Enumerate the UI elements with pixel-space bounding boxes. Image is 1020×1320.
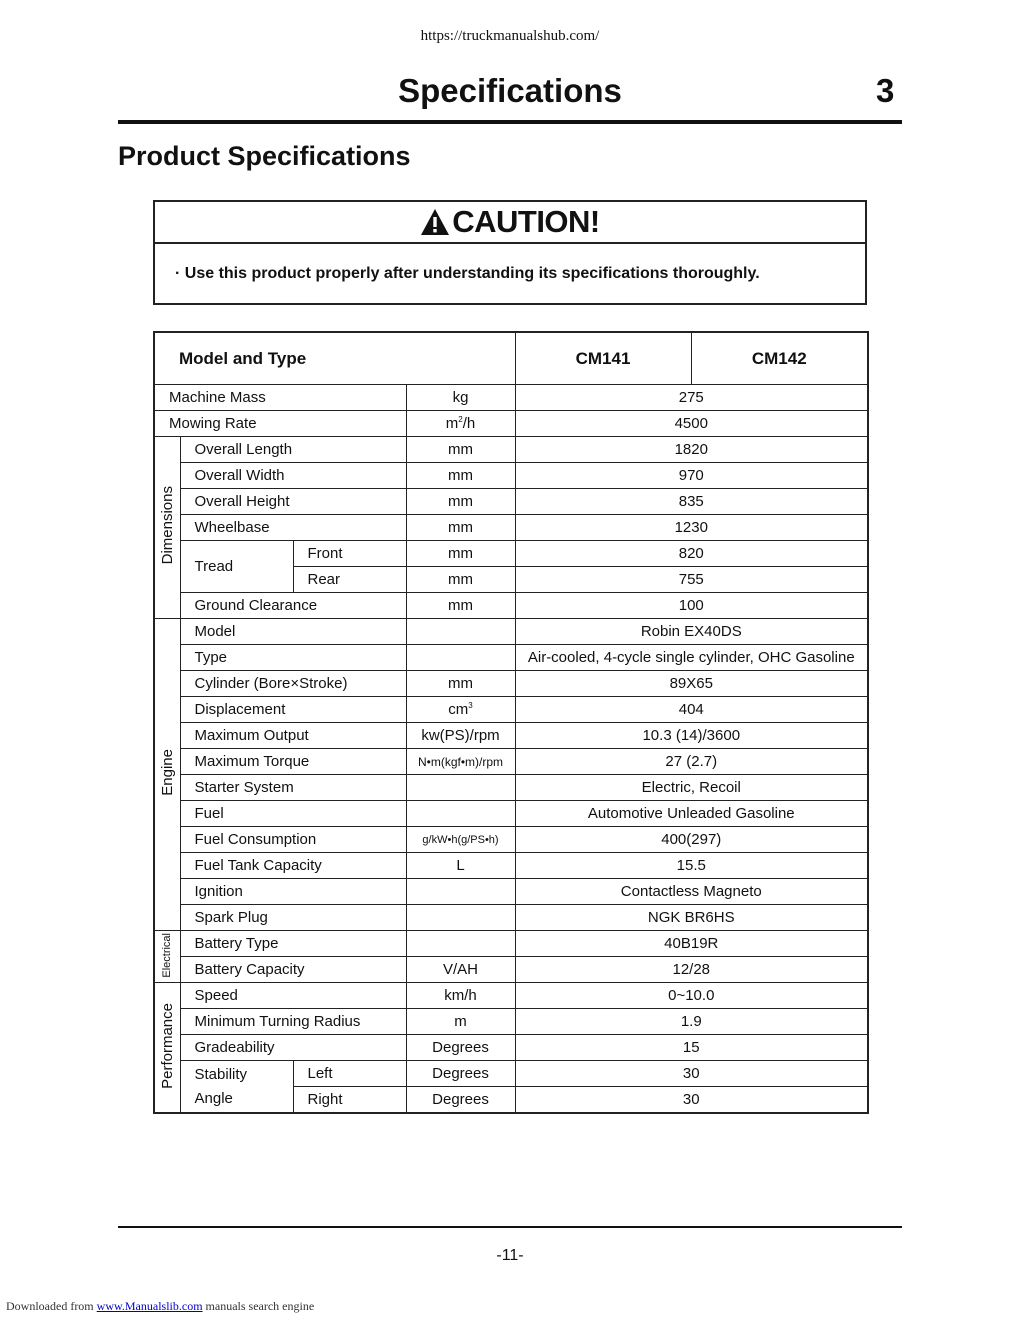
- table-row: [154, 957, 868, 983]
- row-label: Minimum Turning Radius: [180, 1009, 406, 1035]
- table-row: [154, 1035, 868, 1061]
- row-value: Robin EX40DS: [515, 619, 868, 645]
- row-unit: [406, 931, 515, 957]
- row-unit: g/kW•h(g/PS•h): [406, 827, 515, 853]
- table-row: [154, 619, 868, 645]
- row-unit: mm: [406, 437, 515, 463]
- source-url: https://truckmanualshub.com/: [420, 28, 600, 44]
- row-label: Starter System: [180, 775, 406, 801]
- row-sublabel: Rear: [293, 567, 406, 593]
- row-label: Gradeability: [180, 1035, 406, 1061]
- row-value: 15.5: [515, 853, 868, 879]
- caution-text: · Use this product properly after understanding its specifications thoroughly.: [175, 265, 760, 282]
- row-unit: mm: [406, 541, 515, 567]
- manualslib-link[interactable]: www.Manualslib.com: [96, 1299, 203, 1313]
- row-label: Model: [180, 619, 406, 645]
- caution-box: [153, 200, 867, 305]
- caution-heading-text: CAUTION!: [452, 204, 600, 239]
- row-unit: mm: [406, 489, 515, 515]
- row-label: Mowing Rate: [154, 411, 406, 437]
- row-label: Displacement: [180, 697, 406, 723]
- table-row: [154, 385, 868, 411]
- table-row: [154, 489, 868, 515]
- table-row: [154, 1009, 868, 1035]
- warning-triangle-icon: [420, 208, 450, 236]
- row-value: Electric, Recoil: [515, 775, 868, 801]
- group-label-engine: Engine: [154, 619, 180, 931]
- row-value: 30: [515, 1087, 868, 1114]
- row-value: 27 (2.7): [515, 749, 868, 775]
- row-label: Spark Plug: [180, 905, 406, 931]
- table-row: [154, 593, 868, 619]
- row-label: Wheelbase: [180, 515, 406, 541]
- row-value: 820: [515, 541, 868, 567]
- row-value: 89X65: [515, 671, 868, 697]
- download-notice: Downloaded from www.Manualslib.com manuals search engine: [6, 1299, 315, 1313]
- row-unit: mm: [406, 671, 515, 697]
- row-unit: [406, 775, 515, 801]
- table-row: [154, 515, 868, 541]
- header-divider: [118, 120, 902, 124]
- header-model-cm142: CM142: [691, 332, 868, 385]
- chapter-number: 3: [876, 72, 895, 109]
- row-label: Stability Angle: [180, 1061, 293, 1114]
- row-label: Ground Clearance: [180, 593, 406, 619]
- table-row: [154, 437, 868, 463]
- table-row: [154, 645, 868, 671]
- row-value: 835: [515, 489, 868, 515]
- row-value: 404: [515, 697, 868, 723]
- row-value: 15: [515, 1035, 868, 1061]
- table-row: [154, 827, 868, 853]
- row-unit: km/h: [406, 983, 515, 1009]
- row-unit: [406, 905, 515, 931]
- row-label: Overall Width: [180, 463, 406, 489]
- row-value: 0~10.0: [515, 983, 868, 1009]
- row-label: Tread: [180, 541, 293, 593]
- row-value: Contactless Magneto: [515, 879, 868, 905]
- page-number: -11-: [496, 1247, 524, 1264]
- row-value: 100: [515, 593, 868, 619]
- row-unit: mm: [406, 567, 515, 593]
- row-label: Battery Type: [180, 931, 406, 957]
- table-row: [154, 775, 868, 801]
- row-value: NGK BR6HS: [515, 905, 868, 931]
- table-row: [154, 697, 868, 723]
- specifications-table: [153, 331, 869, 1114]
- row-label: Fuel Tank Capacity: [180, 853, 406, 879]
- row-value: 970: [515, 463, 868, 489]
- table-row: [154, 853, 868, 879]
- table-row: [154, 671, 868, 697]
- row-label: Speed: [180, 983, 406, 1009]
- table-row: [154, 983, 868, 1009]
- table-row: [154, 905, 868, 931]
- table-header-row: [154, 332, 868, 385]
- footer-divider: [118, 1226, 902, 1228]
- row-sublabel: Front: [293, 541, 406, 567]
- row-unit: mm: [406, 463, 515, 489]
- row-value: 755: [515, 567, 868, 593]
- row-label: Fuel: [180, 801, 406, 827]
- caution-heading: [155, 202, 865, 244]
- row-unit: Degrees: [406, 1087, 515, 1114]
- row-unit: Degrees: [406, 1035, 515, 1061]
- row-label: Fuel Consumption: [180, 827, 406, 853]
- table-row: [154, 541, 868, 567]
- row-label: Overall Height: [180, 489, 406, 515]
- table-row: [154, 1061, 868, 1087]
- row-label: Machine Mass: [154, 385, 406, 411]
- row-value: 1230: [515, 515, 868, 541]
- table-row: [154, 749, 868, 775]
- table-row: [154, 931, 868, 957]
- row-unit: Degrees: [406, 1061, 515, 1087]
- row-unit: mm: [406, 515, 515, 541]
- row-value: 10.3 (14)/3600: [515, 723, 868, 749]
- row-label: Battery Capacity: [180, 957, 406, 983]
- row-label: Overall Length: [180, 437, 406, 463]
- row-value: 1.9: [515, 1009, 868, 1035]
- row-unit: [406, 645, 515, 671]
- row-unit: V/AH: [406, 957, 515, 983]
- row-value: Air-cooled, 4-cycle single cylinder, OHC Gasoline: [515, 645, 868, 671]
- row-sublabel: Right: [293, 1087, 406, 1114]
- row-unit: kg: [406, 385, 515, 411]
- row-label: Maximum Output: [180, 723, 406, 749]
- table-row: [154, 411, 868, 437]
- row-value: 400(297): [515, 827, 868, 853]
- section-title: Product Specifications: [118, 141, 411, 171]
- table-row: [154, 801, 868, 827]
- header-model-cm141: CM141: [515, 332, 691, 385]
- row-unit: $m^2/h$: [406, 411, 515, 437]
- page-title: Specifications: [398, 72, 622, 109]
- row-value: 12/28: [515, 957, 868, 983]
- row-unit: L: [406, 853, 515, 879]
- header-model-and-type: Model and Type: [154, 332, 515, 385]
- table-row: [154, 463, 868, 489]
- row-value: 4500: [515, 411, 868, 437]
- row-value: 275: [515, 385, 868, 411]
- row-unit: [406, 801, 515, 827]
- row-value: Automotive Unleaded Gasoline: [515, 801, 868, 827]
- row-value: 1820: [515, 437, 868, 463]
- row-label: Type: [180, 645, 406, 671]
- row-label: Cylinder (Bore×Stroke): [180, 671, 406, 697]
- group-label-dimensions: Dimensions: [154, 437, 180, 619]
- row-unit: mm: [406, 593, 515, 619]
- row-unit: kw(PS)/rpm: [406, 723, 515, 749]
- row-value: 30: [515, 1061, 868, 1087]
- row-unit: N•m(kgf•m)/rpm: [406, 749, 515, 775]
- row-value: 40B19R: [515, 931, 868, 957]
- group-label-electrical: Electrical: [154, 931, 180, 983]
- row-unit: [406, 879, 515, 905]
- row-unit: m: [406, 1009, 515, 1035]
- table-row: [154, 879, 868, 905]
- group-label-performance: Performance: [154, 983, 180, 1114]
- row-label: Maximum Torque: [180, 749, 406, 775]
- row-unit: [406, 619, 515, 645]
- row-sublabel: Left: [293, 1061, 406, 1087]
- row-label: Ignition: [180, 879, 406, 905]
- row-unit: $cm^3$: [406, 697, 515, 723]
- table-row: [154, 723, 868, 749]
